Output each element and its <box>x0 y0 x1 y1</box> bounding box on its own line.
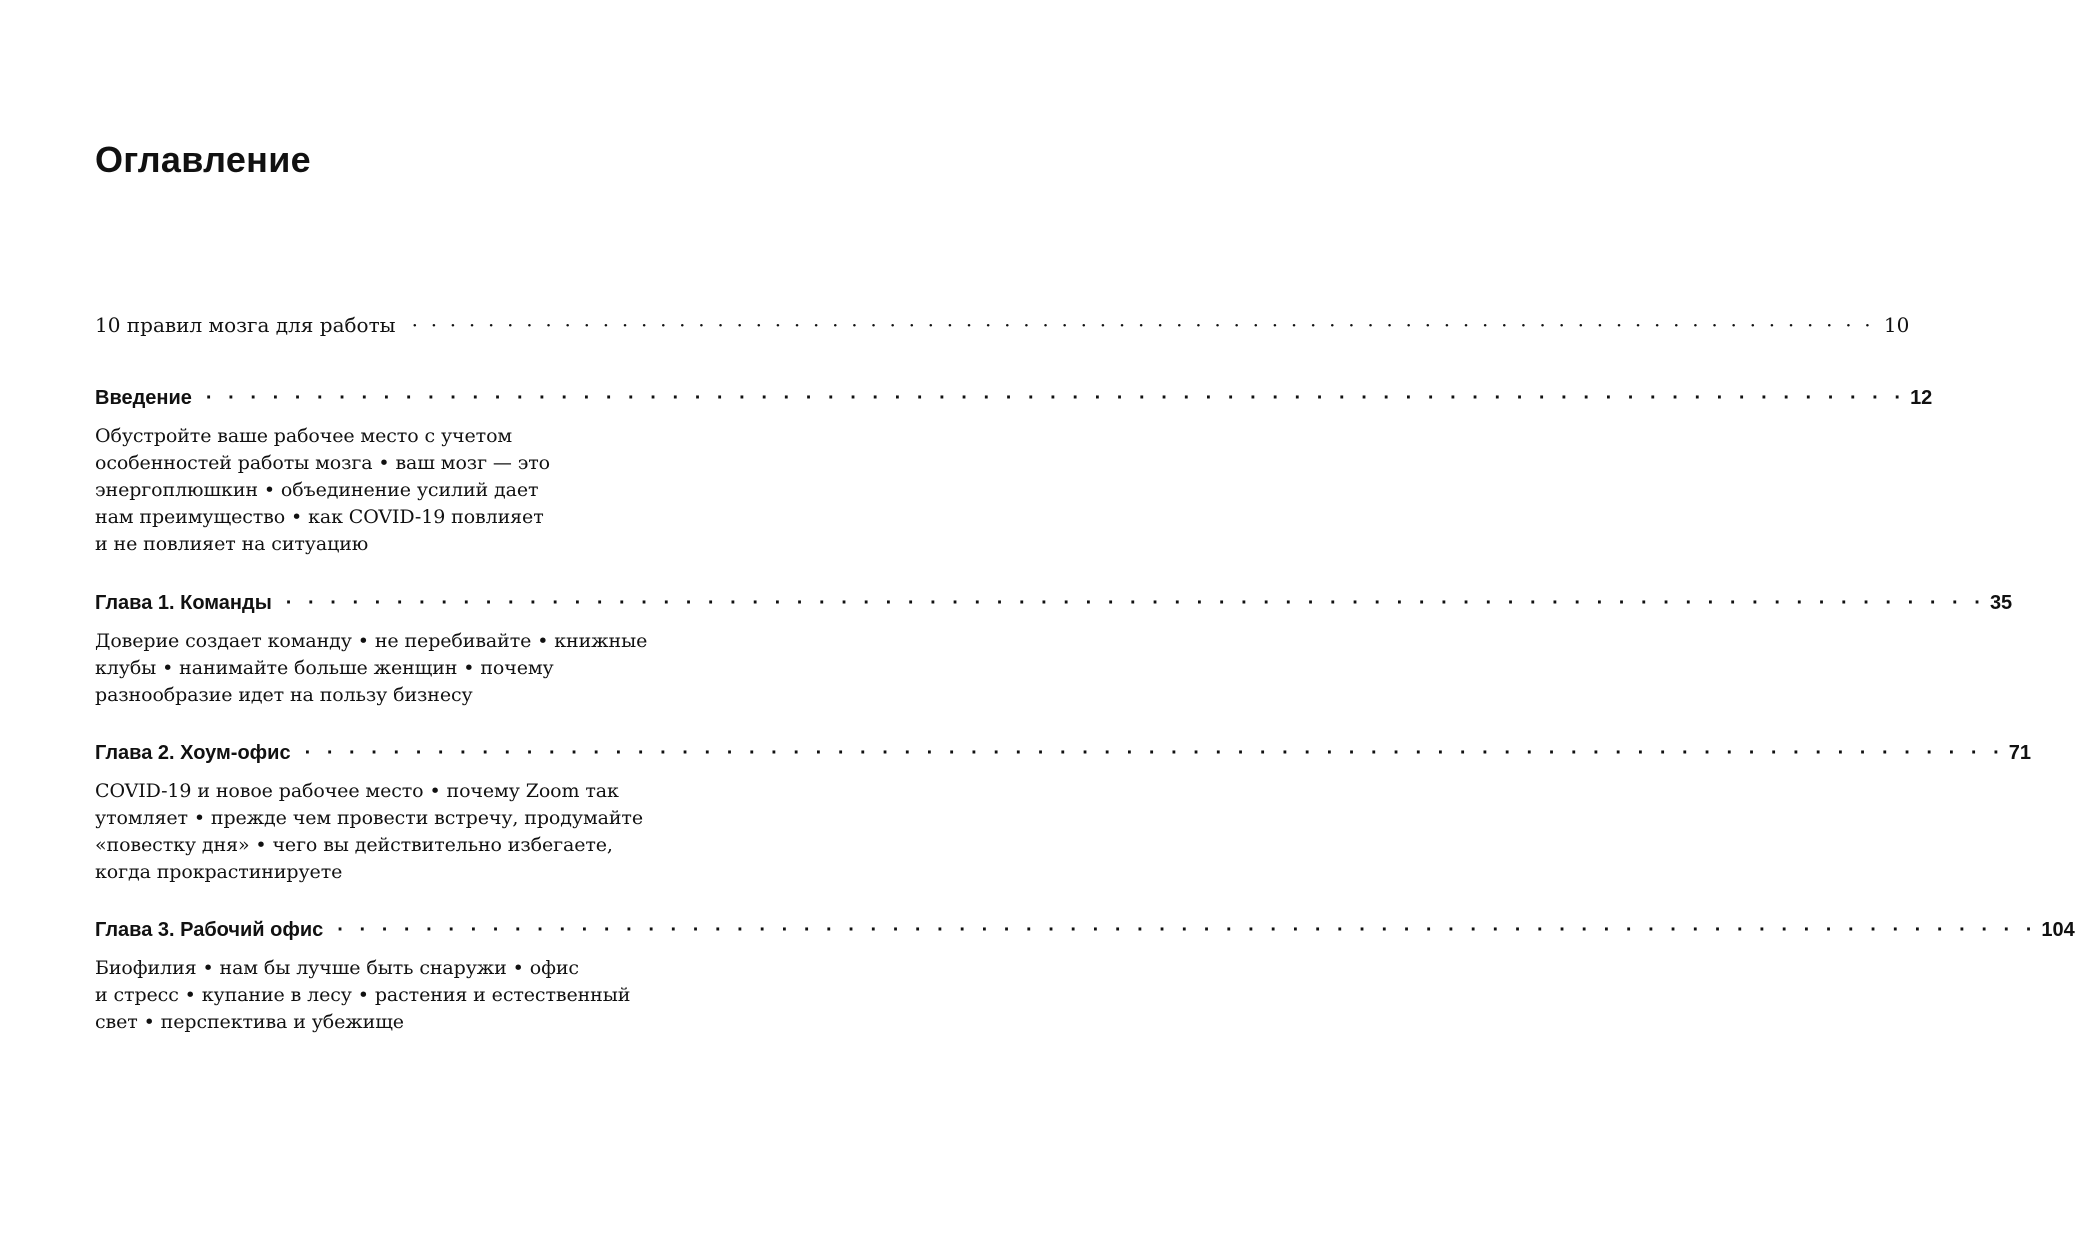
description-line: свет • перспектива и убежище <box>95 1011 404 1033</box>
toc-entry-rules[interactable] <box>95 311 1910 339</box>
toc-entry-description <box>95 955 715 1036</box>
description-line: и не повлияет на ситуацию <box>95 533 369 555</box>
description-line: COVID-19 и новое рабочее место • почему Zoom так <box>95 780 619 802</box>
toc-entry-label: Глава 2. Хоум-офис <box>95 742 291 764</box>
description-line: Доверие создает команду • не перебивайте • книжные <box>95 630 648 652</box>
dot-leader: · · · · · · · · · · · · · · · · · · · · · · · · · · · · · · · · · · · · · · · · · · · · · · · · · · · · · · · · · · · · · · · · · · · · · · · · · · · · · <box>205 387 1907 409</box>
toc-entry-description <box>95 423 715 558</box>
description-line: энергоплюшкин • объединение усилий дает <box>95 479 539 501</box>
toc-page-number: 10 <box>1883 313 1910 337</box>
toc-entry-chapter-2[interactable] <box>95 740 2031 766</box>
toc-entry-label: 10 правил мозга для работы <box>95 313 396 337</box>
toc-entry-label: Глава 3. Рабочий офис <box>95 919 324 941</box>
description-line: Обустройте ваше рабочее место с учетом <box>95 425 513 447</box>
toc-page-number: 71 <box>2008 742 2031 764</box>
toc-page-number: 35 <box>1989 592 2013 614</box>
description-line: утомляет • прежде чем провести встречу, продумайте <box>95 807 643 829</box>
toc-entry-description <box>95 628 715 709</box>
toc-entry-label: Глава 1. Команды <box>95 592 272 614</box>
dot-leader: · · · · · · · · · · · · · · · · · · · · · · · · · · · · · · · · · · · · · · · · · · · · · · · · · · · · · · · · · · · · · · · · · · · · · · · · · · · · · <box>337 919 2038 941</box>
toc-entry-chapter-1[interactable] <box>95 590 2013 616</box>
dot-leader: · · · · · · · · · · · · · · · · · · · · · · · · · · · · · · · · · · · · · · · · · · · · · · · · · · · · · · · · · · · · · · · · · · · · · · · · · · · · · <box>411 313 1874 337</box>
toc-page-number: 12 <box>1910 387 1933 409</box>
description-line: Биофилия • нам бы лучше быть снаружи • офис <box>95 957 579 979</box>
toc-entry-description <box>95 778 715 886</box>
toc-entry-chapter-3[interactable] <box>95 917 2075 943</box>
toc-entry-introduction[interactable] <box>95 385 1933 411</box>
description-line: разнообразие идет на пользу бизнесу <box>95 684 473 706</box>
toc-entry-label: Введение <box>95 387 192 409</box>
description-line: «повестку дня» • чего вы действительно избегаете, <box>95 834 613 856</box>
description-line: и стресс • купание в лесу • растения и естественный <box>95 984 631 1006</box>
dot-leader: · · · · · · · · · · · · · · · · · · · · · · · · · · · · · · · · · · · · · · · · · · · · · · · · · · · · · · · · · · · · · · · · · · · · · · · · · · · · · <box>304 742 2005 764</box>
description-line: клубы • нанимайте больше женщин • почему <box>95 657 554 679</box>
page-title: Оглавление <box>95 139 311 180</box>
description-line: когда прокрастинируете <box>95 861 343 883</box>
description-line: особенностей работы мозга • ваш мозг — это <box>95 452 550 474</box>
description-line: нам преимущество • как COVID-19 повлияет <box>95 506 544 528</box>
dot-leader: · · · · · · · · · · · · · · · · · · · · · · · · · · · · · · · · · · · · · · · · · · · · · · · · · · · · · · · · · · · · · · · · · · · · · · · · · · · · · <box>285 592 1986 614</box>
toc-page-number: 104 <box>2041 919 2075 941</box>
